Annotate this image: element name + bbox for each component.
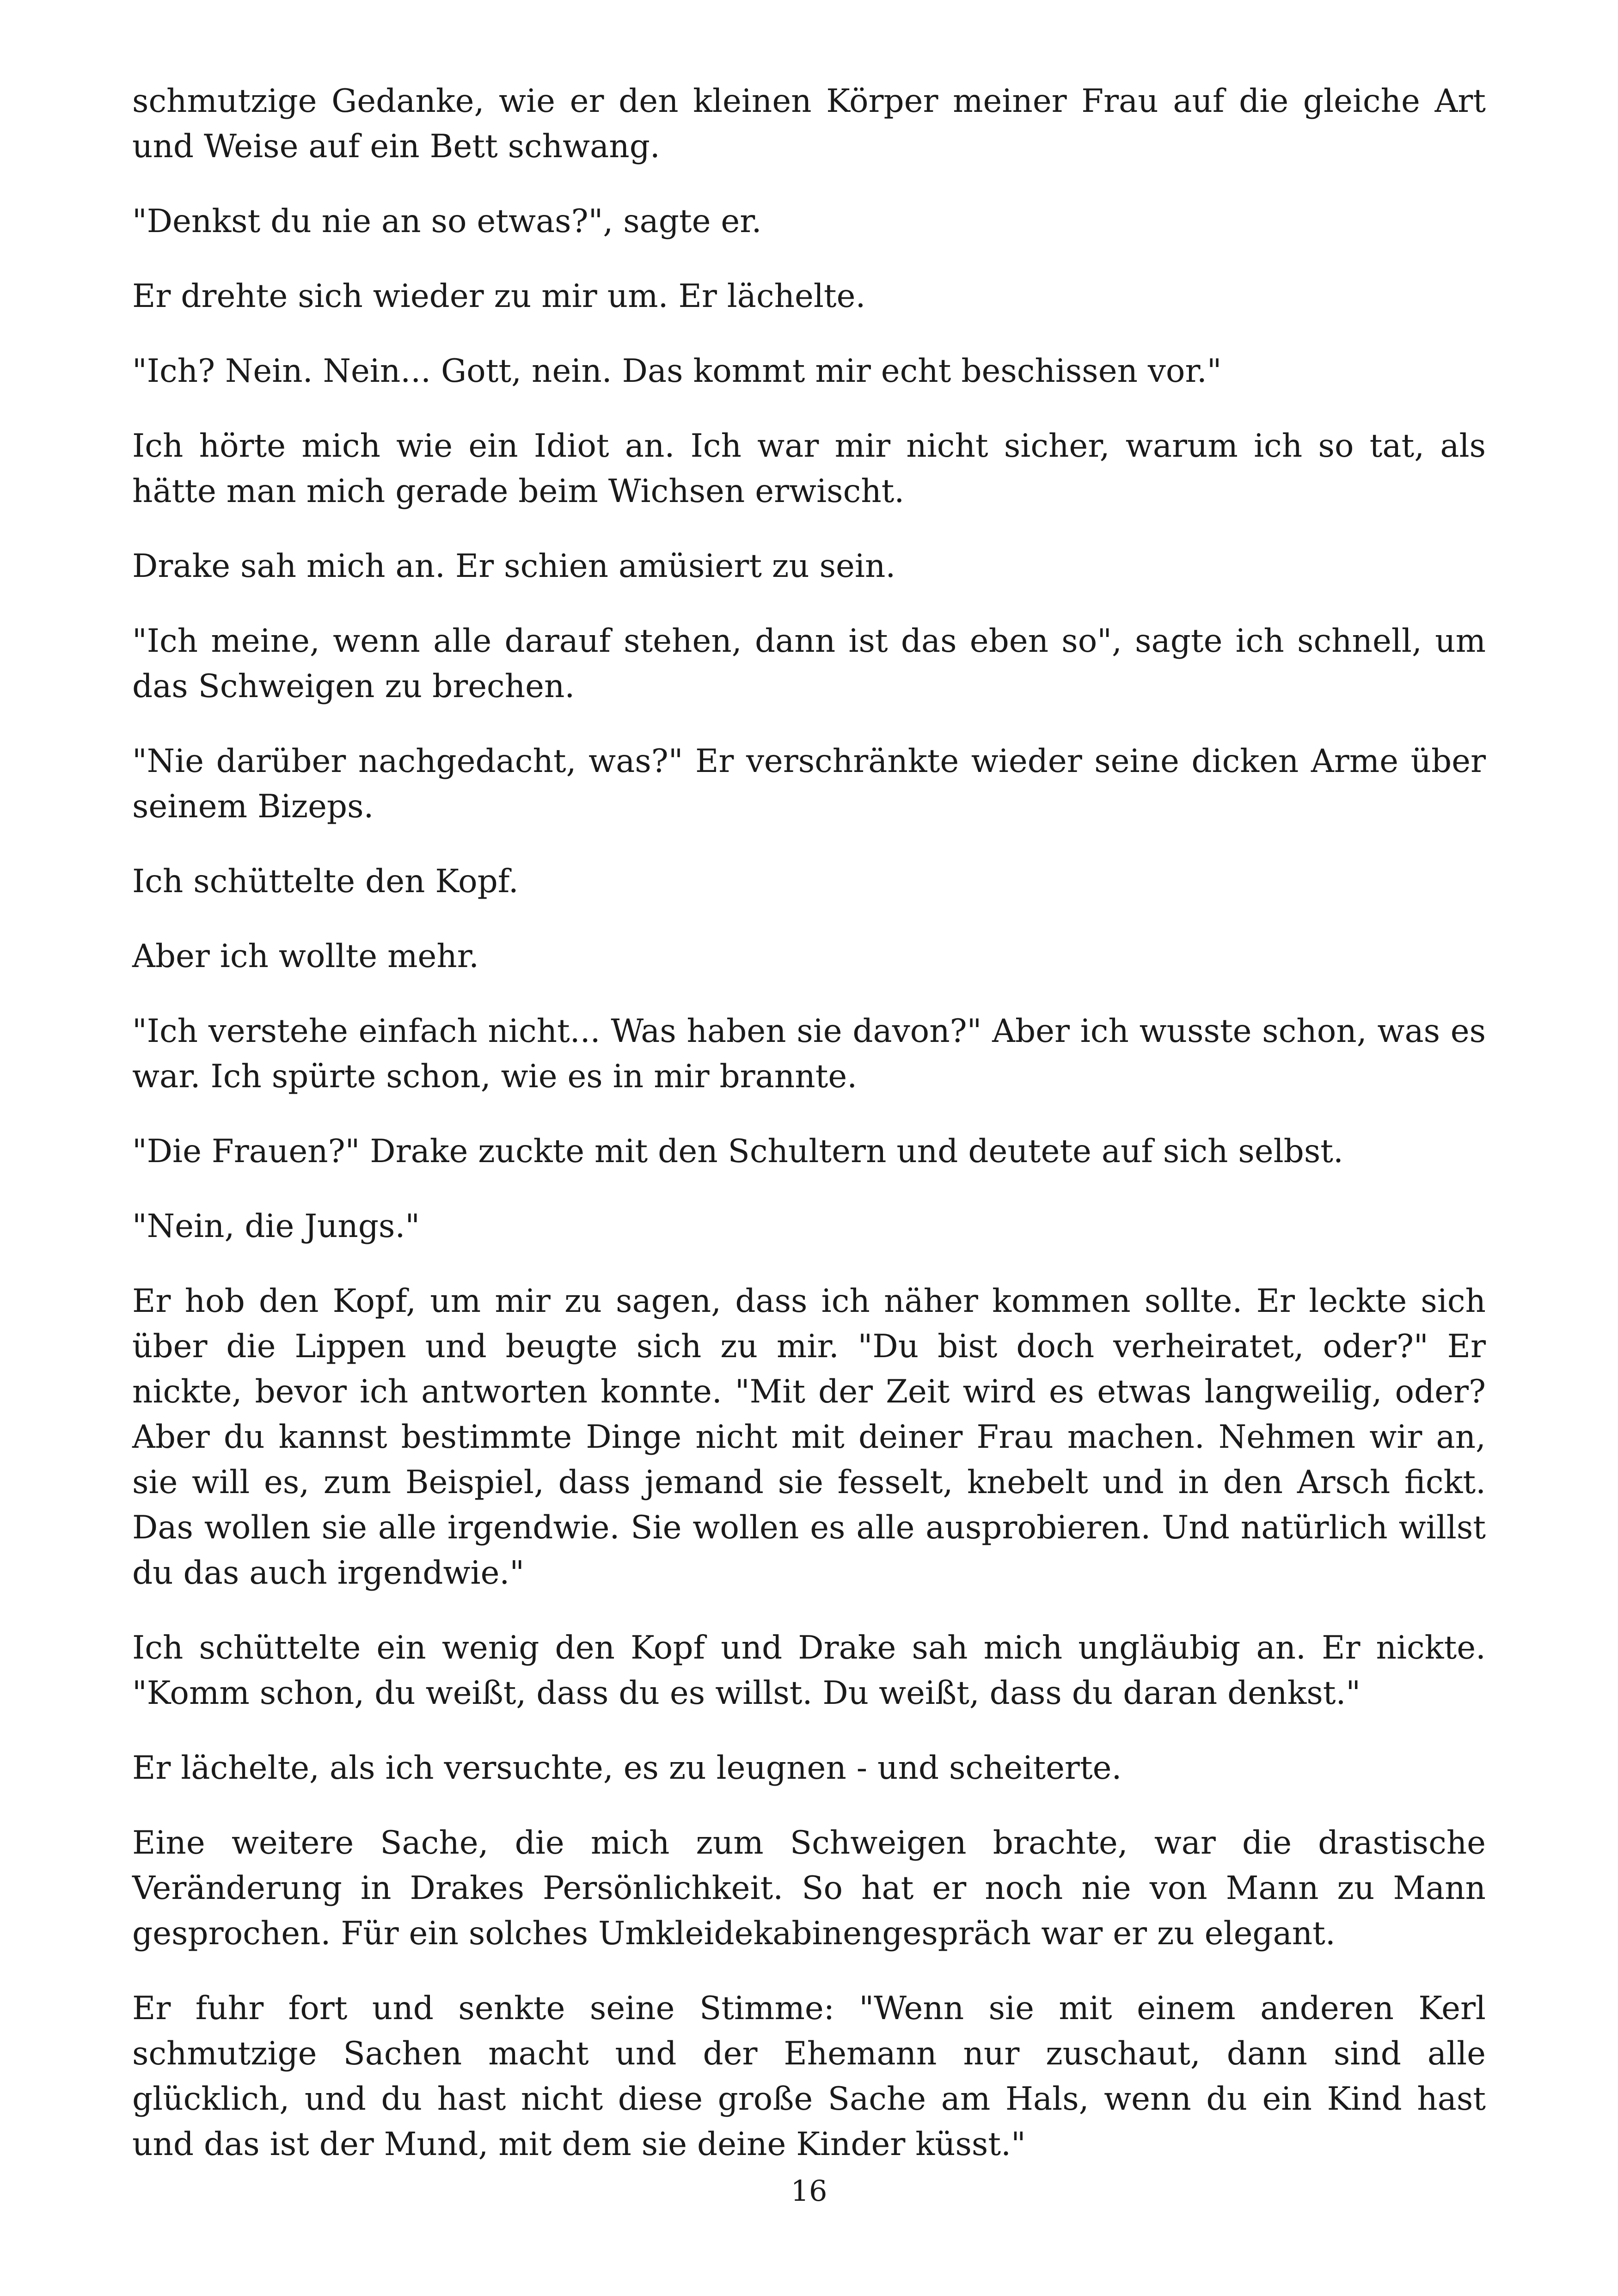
paragraph: "Die Frauen?" Drake zuckte mit den Schultern und deutete auf sich selbst. [132, 1133, 1343, 1170]
page-number: 16 [791, 2174, 827, 2208]
paragraph: schmutzige Gedanke, wie er den kleinen Körper meiner Frau auf die gleiche Art und Weise auf ein Bett schwang. [132, 83, 1486, 165]
paragraph: "Nie darüber nachgedacht, was?" Er verschränkte wieder seine dicken Arme über seinem Bizeps. [132, 743, 1486, 825]
paragraph: Er hob den Kopf, um mir zu sagen, dass ich näher kommen sollte. Er leckte sich über die Lippen und beugte sich zu mir. "Du bist doch verheiratet, oder?" Er nickte, bevor ich antworten konnte. "Mit der Zeit wird es etwas langweilig, oder? Aber du kannst bestimmte Dinge nicht mit deiner Frau machen. Nehmen wir an, sie will es, zum Beispiel, dass jemand sie fesselt, knebelt und in den Arsch fickt. Das wollen sie alle irgendwie. Sie wollen es alle ausprobieren. Und natürlich willst du das auch irgendwie." [132, 1283, 1486, 1592]
paragraph: Er lächelte, als ich versuchte, es zu leugnen - und scheiterte. [132, 1750, 1122, 1787]
paragraph: Eine weitere Sache, die mich zum Schweigen brachte, war die drastische Veränderung in Drakes Persönlichkeit. So hat er noch nie von Mann zu Mann gesprochen. Für ein solches Umkleidekabinengespräch war er zu elegant. [132, 1825, 1486, 1952]
paragraph: Er drehte sich wieder zu mir um. Er lächelte. [132, 278, 866, 315]
paragraph: Aber ich wollte mehr. [132, 938, 479, 975]
paragraph: Ich schüttelte den Kopf. [132, 863, 519, 900]
paragraph: Ich schüttelte ein wenig den Kopf und Drake sah mich ungläubig an. Er nickte. "Komm schon, du weißt, dass du es willst. Du weißt, dass du daran denkst." [132, 1629, 1486, 1712]
paragraph: "Nein, die Jungs." [132, 1208, 420, 1245]
paragraph: Drake sah mich an. Er schien amüsiert zu sein. [132, 548, 896, 585]
paragraph: "Denkst du nie an so etwas?", sagte er. [132, 203, 762, 240]
paragraph: "Ich meine, wenn alle darauf stehen, dann ist das eben so", sagte ich schnell, um das Schweigen zu brechen. [132, 623, 1486, 705]
body-text [132, 79, 1486, 2197]
paragraph: "Ich? Nein. Nein... Gott, nein. Das kommt mir echt beschissen vor." [132, 353, 1222, 390]
paragraph: Er fuhr fort und senkte seine Stimme: "Wenn sie mit einem anderen Kerl schmutzige Sachen macht und der Ehemann nur zuschaut, dann sind alle glücklich, und du hast nicht diese große Sache am Hals, wenn du ein Kind hast und das ist der Mund, mit dem sie deine Kinder küsst." [132, 1990, 1486, 2163]
paragraph: Ich hörte mich wie ein Idiot an. Ich war mir nicht sicher, warum ich so tat, als hätte man mich gerade beim Wichsen erwischt. [132, 428, 1486, 510]
paragraph: "Ich verstehe einfach nicht... Was haben sie davon?" Aber ich wusste schon, was es war. Ich spürte schon, wie es in mir brannte. [132, 1013, 1486, 1095]
